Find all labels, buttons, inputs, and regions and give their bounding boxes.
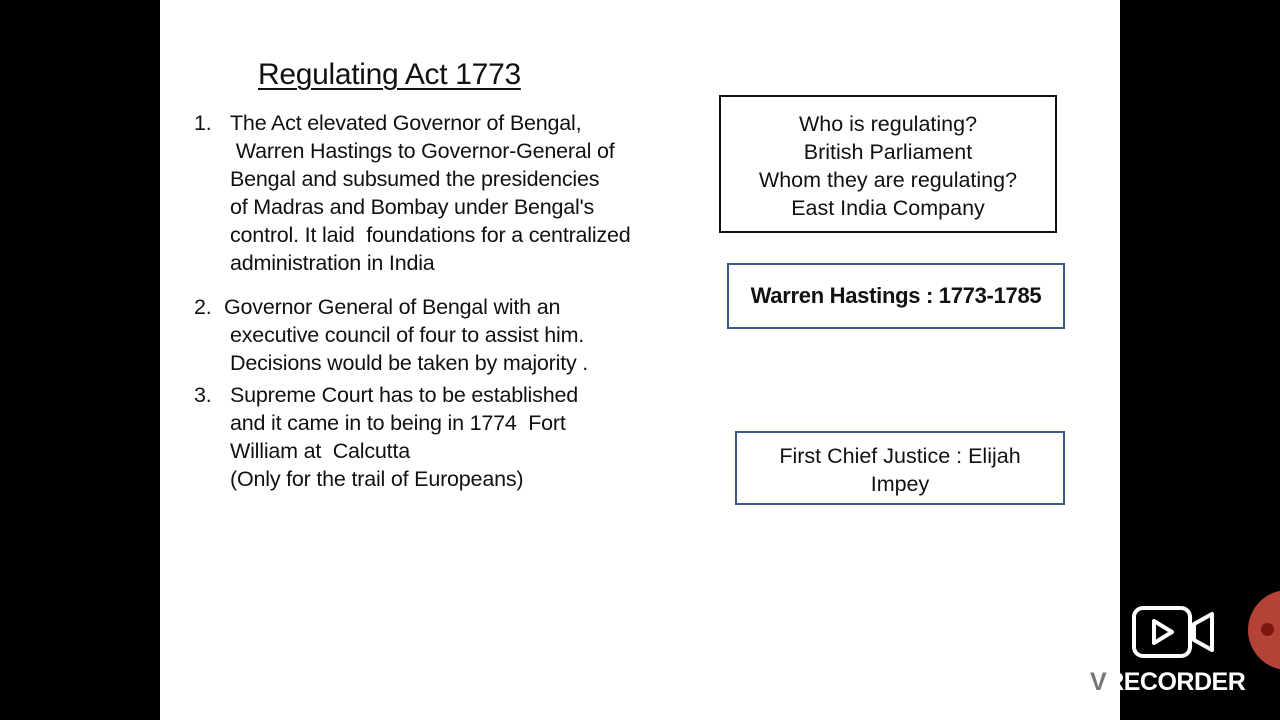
point-number: 2. (194, 295, 212, 319)
point-2 (194, 293, 588, 377)
point-line: Supreme Court has to be established (230, 383, 578, 407)
point-line: Decisions would be taken by majority . (230, 351, 589, 375)
box-line: British Parliament (803, 140, 973, 164)
box-line: Whom they are regulating? (758, 168, 1018, 192)
point-1 (194, 109, 631, 277)
point-line: executive council of four to assist him. (230, 323, 585, 347)
point-line: and it came in to being in 1774 Fort (230, 411, 566, 435)
point-number: 3. (194, 383, 212, 407)
record-button[interactable] (1248, 590, 1280, 670)
slide (160, 0, 1120, 720)
slide-title: Regulating Act 1773 (258, 58, 521, 91)
point-line: of Madras and Bombay under Bengal's (230, 195, 595, 219)
watermark-prefix: V (1090, 668, 1107, 696)
recorder-watermark (1090, 668, 1245, 697)
box-line: Impey (870, 472, 930, 496)
box-line: First Chief Justice : Elijah (779, 444, 1021, 468)
video-camera-icon[interactable] (1132, 606, 1216, 658)
point-line: William at Calcutta (230, 439, 410, 463)
point-number: 1. (194, 111, 212, 135)
warren-hastings-box: Warren Hastings : 1773-1785 (727, 263, 1065, 329)
box-line: East India Company (791, 196, 985, 220)
point-line: The Act elevated Governor of Bengal, (230, 111, 582, 135)
point-line: control. It laid foundations for a centralized (230, 223, 631, 247)
who-regulating-box (719, 95, 1057, 233)
watermark-text: RECORDER (1106, 668, 1246, 696)
point-line: administration in India (230, 251, 435, 275)
point-line: Warren Hastings to Governor-General of (230, 139, 615, 163)
point-3 (194, 381, 578, 493)
chief-justice-box (735, 431, 1065, 505)
box-line: Who is regulating? (798, 112, 978, 136)
point-line: (Only for the trail of Europeans) (230, 467, 524, 491)
point-line: Bengal and subsumed the presidencies (230, 167, 600, 191)
point-line: Governor General of Bengal with an (224, 295, 561, 319)
